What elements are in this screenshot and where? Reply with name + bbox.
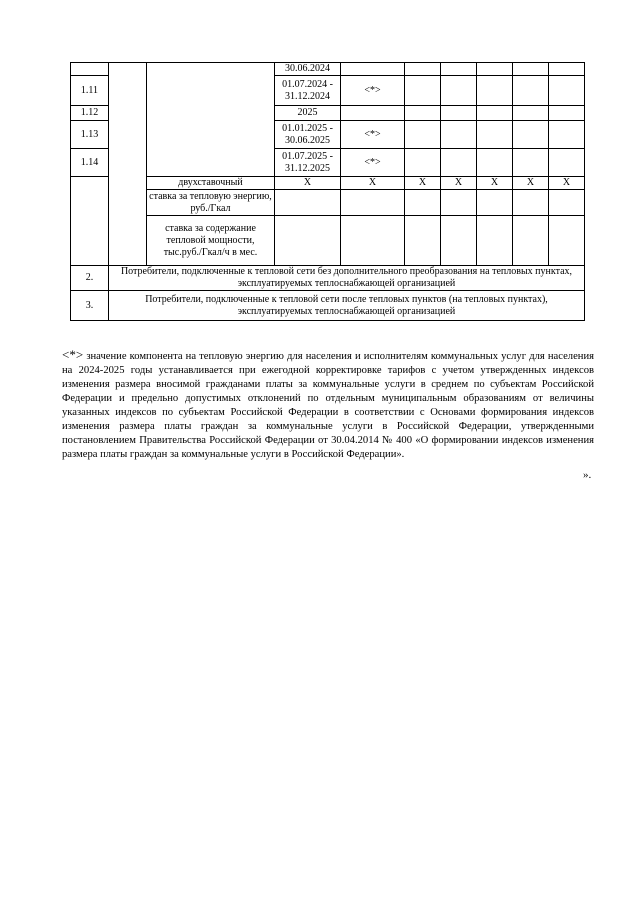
- x-cell: X: [549, 177, 585, 190]
- x-cell: X: [341, 177, 405, 190]
- period-cell: 01.07.2024 - 31.12.2024: [275, 76, 341, 106]
- x-cell: X: [441, 177, 477, 190]
- empty-cell: [147, 63, 275, 177]
- row-number: 1.12: [71, 106, 109, 121]
- period-cell: 30.06.2024: [275, 63, 341, 76]
- mark-cell: [341, 106, 405, 121]
- table-row: [71, 177, 585, 190]
- x-cell: X: [275, 177, 341, 190]
- footnote: [62, 348, 594, 462]
- mark-cell: [341, 63, 405, 76]
- rate-capacity-label: ставка за содержание тепловой мощности, тыс.руб./Гкал/ч в мес.: [147, 216, 275, 266]
- section-title: Потребители, подключенные к тепловой сети после тепловых пунктов (на тепловых пунктах), эксплуатируемых теплоснабжающей организацией: [109, 291, 585, 321]
- row-number: 1.13: [71, 121, 109, 149]
- tariff-table: [70, 62, 585, 321]
- row-number: 1.14: [71, 149, 109, 177]
- rate-energy-label: ставка за тепловую энергию, руб./Гкал: [147, 190, 275, 216]
- x-cell: X: [513, 177, 549, 190]
- footnote-text: значение компонента на тепловую энергию для населения и исполнителям коммунальных услуг для населения на 2024-2025 годы устанавливается при ежегодной корректировке тарифов с учетом утвержденных индексов изменения размера вносимой гражданами платы за коммунальные услуги в среднем по субъектам Российской Федерации и предельно допустимых отклонений по отдельным муниципальным образованиям от величины указанных индексов по субъектам Российской Федерации в соответствии с Основами формирования индексов изменения размера платы граждан за коммунальные услуги в Российской Федерации, утвержденными постановлением Правительства Российской Федерации от 30.04.2014 № 400 «О формировании индексов изменения размера платы граждан за коммунальные услуги в Российской Федерации».: [62, 351, 594, 460]
- x-cell: X: [477, 177, 513, 190]
- table-row: [71, 291, 585, 321]
- period-cell: 2025: [275, 106, 341, 121]
- period-cell: 01.01.2025 - 30.06.2025: [275, 121, 341, 149]
- table-row: [71, 63, 585, 76]
- mark-cell: <*>: [341, 149, 405, 177]
- empty-cell: [109, 63, 147, 266]
- row-number: 1.11: [71, 76, 109, 106]
- mark-cell: <*>: [341, 76, 405, 106]
- table-row: [71, 216, 585, 266]
- mark-cell: <*>: [341, 121, 405, 149]
- table-row: [71, 266, 585, 291]
- two-part-label: двухставочный: [147, 177, 275, 190]
- section-number: 3.: [71, 291, 109, 321]
- section-title: Потребители, подключенные к тепловой сети без дополнительного преобразования на тепловых пунктах, эксплуатируемых теплоснабжающей организацией: [109, 266, 585, 291]
- row-number: [71, 63, 109, 76]
- section-number: 2.: [71, 266, 109, 291]
- table-row: [71, 190, 585, 216]
- x-cell: X: [405, 177, 441, 190]
- footnote-mark: <*>: [62, 347, 84, 362]
- closing-quote: ».: [583, 469, 592, 481]
- empty-cell: [71, 177, 109, 266]
- period-cell: 01.07.2025 - 31.12.2025: [275, 149, 341, 177]
